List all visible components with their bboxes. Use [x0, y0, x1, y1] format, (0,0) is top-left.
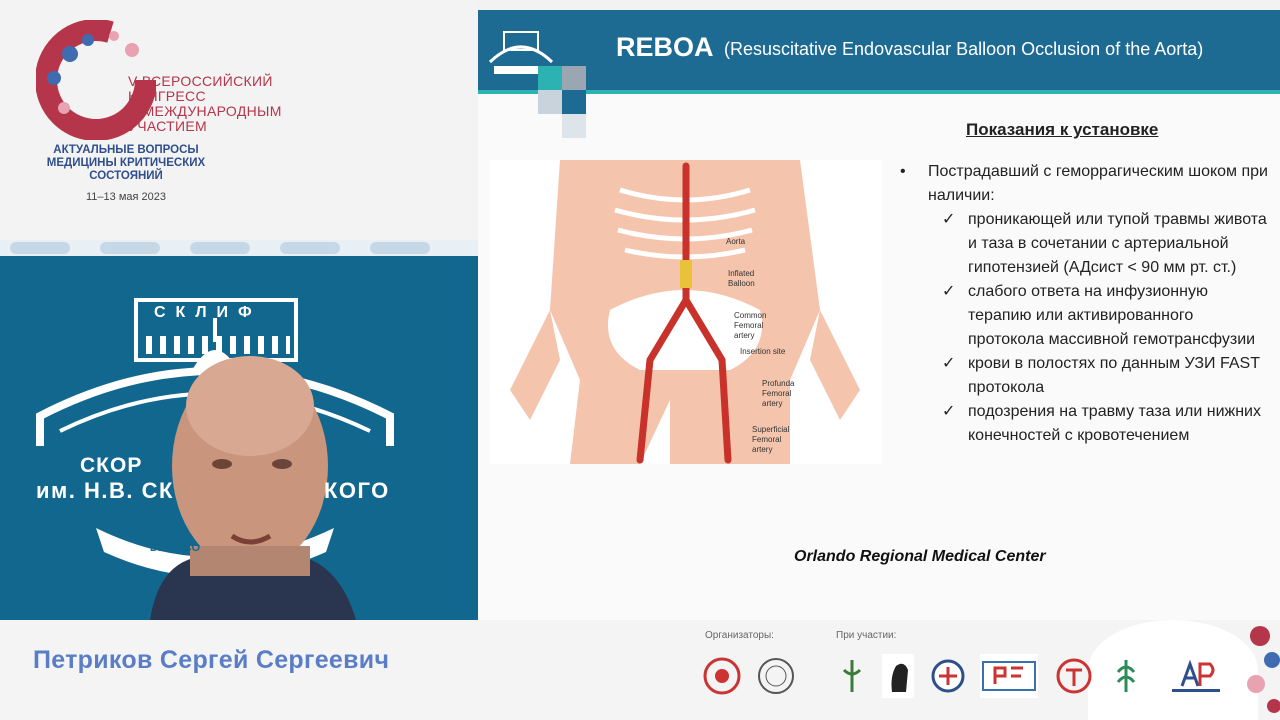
slide-title: REBOA	[616, 32, 714, 62]
partner-logo	[1160, 654, 1230, 698]
partner-logo	[754, 654, 798, 698]
sub-bullet: ✓ подозрения на травму таза или нижних конечностей с кровотечением	[898, 400, 1268, 448]
svg-text:Inflated: Inflated	[728, 269, 755, 278]
checkmark-icon: ✓	[942, 211, 956, 228]
decor-square	[562, 90, 586, 114]
indications-heading: Показания к установке	[966, 120, 1159, 139]
partner-logo	[882, 654, 914, 698]
presentation-slide	[478, 10, 1280, 620]
decorative-dots	[1236, 620, 1280, 720]
conference-brand	[0, 0, 478, 240]
sub-bullet: ✓ проникающей или тупой травмы живота и таза в сочетании с артериальной гипотензией (АДсист < 90 мм рт. ст.)	[898, 208, 1268, 280]
svg-text:Insertion site: Insertion site	[740, 347, 786, 356]
checkmark-icon: ✓	[942, 403, 956, 420]
presenter-video	[0, 256, 478, 620]
source-credit: Orlando Regional Medical Center	[794, 548, 1046, 565]
svg-text:artery: artery	[762, 399, 783, 408]
slide-subtitle: (Resuscitative Endovascular Balloon Occlusion of the Aorta)	[724, 39, 1204, 59]
decor-square	[538, 66, 562, 90]
svg-text:Superficial: Superficial	[752, 425, 790, 434]
partner-logo	[1056, 654, 1092, 698]
svg-text:artery: artery	[752, 445, 773, 454]
congress-dates: 11–13 мая 2023	[86, 191, 166, 203]
partner-logo	[700, 654, 744, 698]
decor-square	[562, 114, 586, 138]
decorative-strip	[0, 240, 478, 256]
indications-list	[898, 160, 1268, 448]
congress-title: V ВСЕРОССИЙСКИЙ КОНГРЕСС С МЕЖДУНАРОДНЫМ УЧАСТИЕМ	[128, 73, 282, 134]
bottom-bar	[0, 620, 1280, 720]
decor-square	[562, 66, 586, 90]
organizers-label: Организаторы:	[705, 630, 774, 641]
partner-logo	[930, 654, 966, 698]
header-accent-line	[478, 90, 1280, 94]
sklif-label: СКЛИФ	[154, 304, 262, 321]
institute-name-part1: СКОР	[80, 454, 143, 477]
svg-text:Femoral: Femoral	[752, 435, 782, 444]
main-bullet: • Пострадавший с геморрагическим шоком при наличии:	[898, 160, 1268, 208]
motto-text: DEUS CO	[150, 542, 201, 554]
decor-square	[538, 90, 562, 114]
svg-text:Profunda: Profunda	[762, 379, 795, 388]
reboa-anatomy-diagram	[490, 160, 882, 464]
participation-label: При участии:	[836, 630, 897, 641]
svg-text:Femoral: Femoral	[762, 389, 792, 398]
svg-text:Common: Common	[734, 311, 767, 320]
svg-text:Balloon: Balloon	[728, 279, 755, 288]
institute-name-part2: им. Н.В. СК КОГО	[36, 478, 390, 503]
speaker-name: Петриков Сергей Сергеевич	[33, 646, 390, 674]
svg-text:artery: artery	[734, 331, 755, 340]
partner-logo	[1108, 654, 1144, 698]
congress-subtitle: АКТУАЛЬНЫЕ ВОПРОСЫ МЕДИЦИНЫ КРИТИЧЕСКИХ СОСТОЯНИЙ	[46, 144, 206, 182]
sub-bullet: ✓ слабого ответа на инфузионную терапию или активированного протокола массивной гемотрансфузии	[898, 280, 1268, 352]
svg-text:Femoral: Femoral	[734, 321, 764, 330]
checkmark-icon: ✓	[942, 283, 956, 300]
checkmark-icon: ✓	[942, 355, 956, 372]
svg-text:Aorta: Aorta	[726, 237, 746, 246]
balloon-marker	[680, 260, 692, 288]
sub-bullet: ✓ крови в полостях по данным УЗИ FAST протокола	[898, 352, 1268, 400]
partner-logo	[832, 654, 872, 698]
partner-logo	[980, 654, 1038, 698]
